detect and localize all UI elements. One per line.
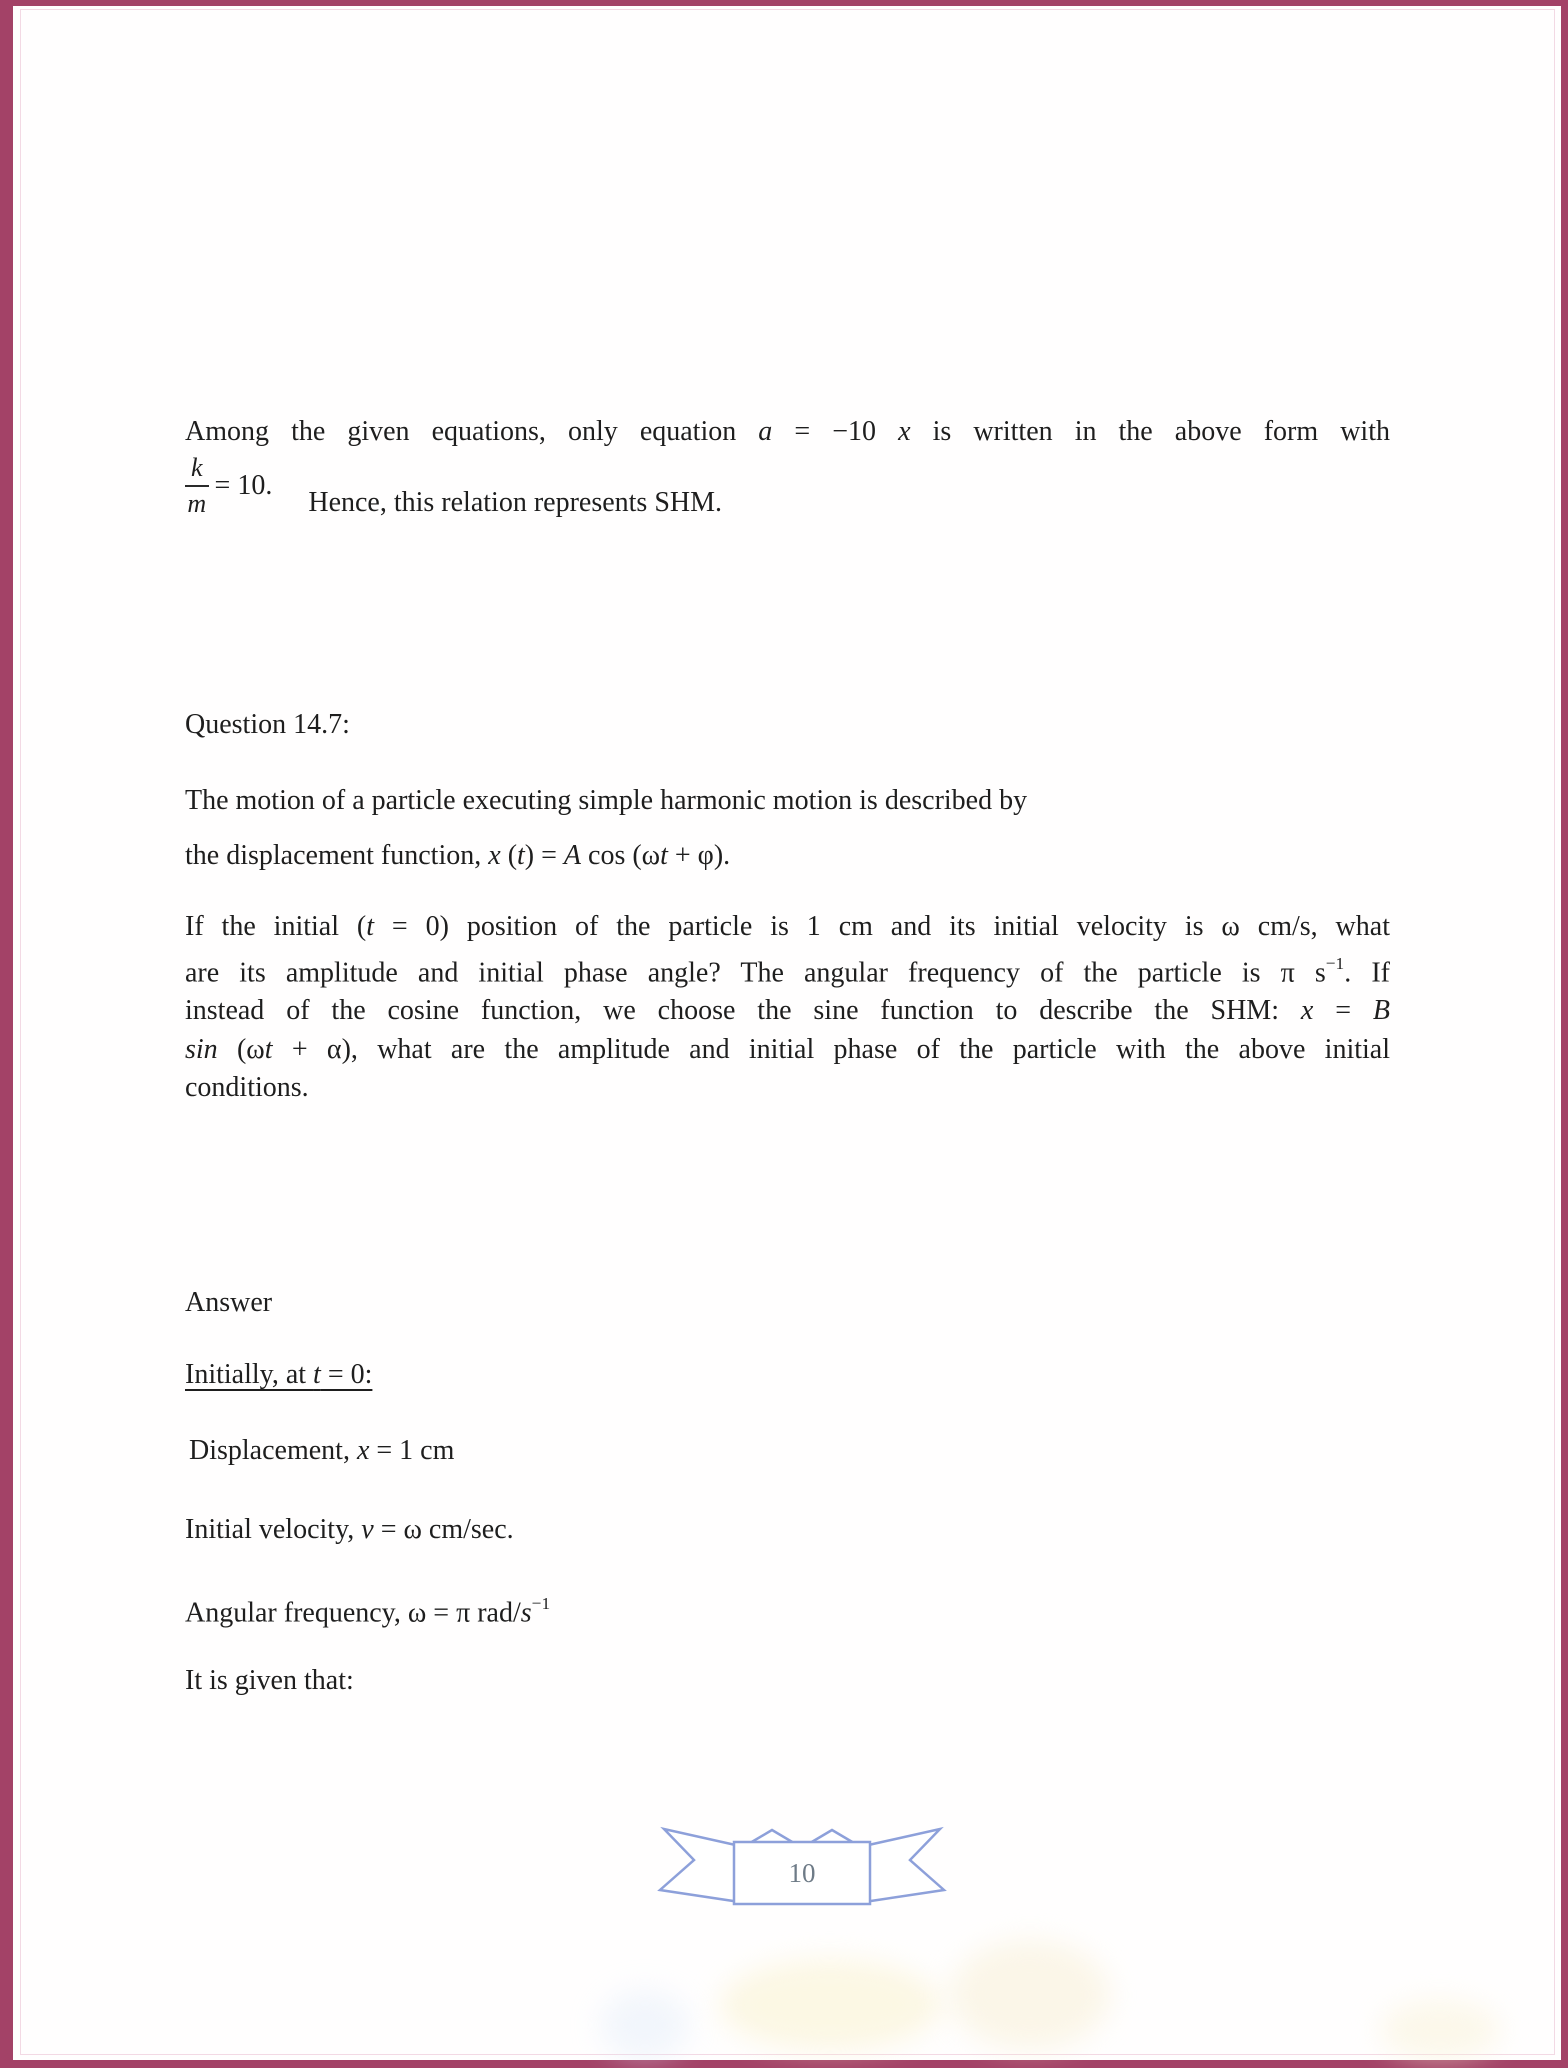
fraction-k-over-m (185, 452, 209, 520)
variable-x: x (488, 840, 501, 871)
question-body-line3 (185, 992, 1390, 1031)
text-segment: + α), what are the amplitude and initial phase of the particle with the above initial (272, 1033, 1390, 1065)
watermark-smudge (950, 1940, 1110, 2050)
question-body-paragraph (185, 908, 1390, 1108)
variable-s: s (520, 1597, 532, 1629)
answer-velocity-line (185, 1511, 514, 1549)
text-segment: = 0) position of the particle is 1 cm and its initial velocity is ω cm/s, what (374, 911, 1390, 942)
paragraph-shm-conclusion-line1 (185, 413, 1390, 452)
question-body-line2 (185, 947, 1390, 993)
answer-frequency-line (185, 1587, 550, 1632)
text-segment: Angular frequency, ω = π rad/ (185, 1597, 521, 1629)
question-intro-line2 (185, 837, 730, 875)
text-segment: Among the given equations, only equation (185, 416, 759, 447)
variable-t: t (517, 840, 525, 871)
hence-statement: Hence, this relation represents SHM. (308, 487, 723, 518)
text-segment: ( (500, 840, 518, 871)
variable-a: a (758, 416, 773, 447)
variable-A: A (563, 840, 582, 871)
variable-x: x (356, 1435, 370, 1466)
text-segment: is written in the above form with (910, 416, 1390, 447)
watermark-smudge (600, 1990, 690, 2060)
text-segment: are its amplitude and initial phase angle? The angular frequency of the particle is π s (185, 956, 1326, 988)
question-intro-line1: The motion of a particle executing simple harmonic motion is described by (185, 785, 1028, 816)
text-segment: = ω cm/sec. (373, 1514, 514, 1545)
fraction-equation-row (185, 452, 722, 520)
variable-t: t (366, 911, 375, 942)
text-segment: = 0: (320, 1359, 373, 1390)
question-heading: Question 14.7: (185, 709, 350, 740)
text-segment: ) = (524, 840, 564, 871)
text-segment: = 1 cm (369, 1435, 455, 1466)
answer-heading: Answer (185, 1287, 273, 1318)
sin-function: sin (185, 1033, 218, 1065)
fraction-denominator: m (187, 489, 207, 518)
variable-x: x (1300, 995, 1314, 1027)
text-segment: Initial velocity, (185, 1514, 362, 1545)
variable-x: x (898, 416, 911, 447)
variable-t: t (264, 1033, 273, 1065)
text-segment: instead of the cosine function, we choose the sine function to describe the SHM: (185, 995, 1301, 1027)
answer-initial-conditions-heading (185, 1356, 372, 1394)
answer-given-line: It is given that: (185, 1665, 354, 1696)
variable-t: t (660, 840, 668, 871)
question-body-line4 (185, 1031, 1390, 1070)
variable-B: B (1372, 995, 1390, 1027)
text-segment: + φ). (667, 840, 731, 871)
fraction-numerator: k (185, 452, 209, 487)
question-body-line5: conditions. (185, 1072, 309, 1104)
watermark-smudge (720, 1960, 940, 2050)
watermark-smudge (1380, 2000, 1500, 2060)
text-segment: the displacement function, (185, 840, 489, 871)
answer-displacement-line (189, 1432, 454, 1470)
variable-t: t (313, 1359, 321, 1390)
text-segment: = (1313, 995, 1373, 1027)
text-segment: . If (1344, 956, 1390, 988)
fraction-equals-value: = 10. (214, 470, 273, 501)
text-segment: If the initial ( (185, 911, 367, 942)
text-segment: = −10 (772, 416, 899, 447)
text-segment: Initially, at (185, 1359, 314, 1390)
question-body-line1 (185, 908, 1390, 947)
superscript-minus-one: −1 (531, 1594, 551, 1613)
text-segment: Displacement, (189, 1435, 357, 1466)
text-segment: (ω (217, 1033, 265, 1065)
variable-v: v (361, 1514, 374, 1545)
text-segment: cos (ω (581, 840, 661, 871)
superscript-minus-one: −1 (1325, 953, 1345, 973)
page-number: 10 (788, 1858, 816, 1888)
